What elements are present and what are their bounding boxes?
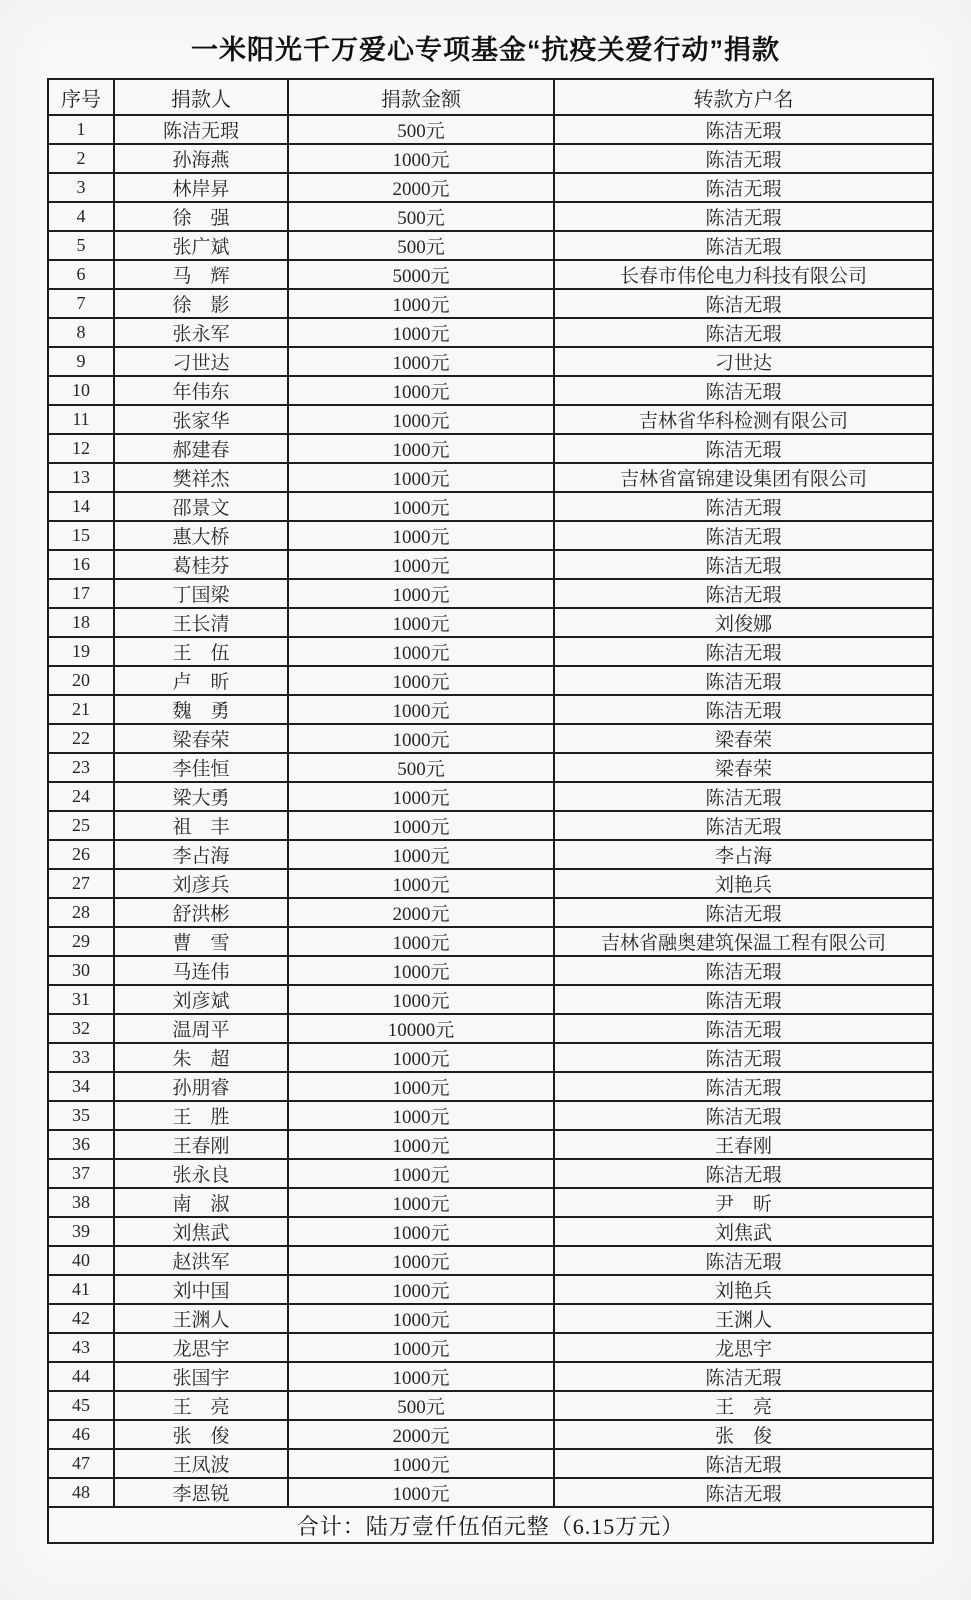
cell-donor: 马连伟 xyxy=(114,956,288,985)
cell-seq: 14 xyxy=(48,492,114,521)
column-header-account: 转款方户名 xyxy=(554,79,933,115)
table-row xyxy=(48,289,933,318)
cell-seq: 21 xyxy=(48,695,114,724)
cell-seq: 43 xyxy=(48,1333,114,1362)
cell-seq: 28 xyxy=(48,898,114,927)
table-row xyxy=(48,1362,933,1391)
cell-account: 陈洁无瑕 xyxy=(554,695,933,724)
cell-amount: 1000元 xyxy=(288,492,554,521)
cell-account: 陈洁无瑕 xyxy=(554,550,933,579)
cell-seq: 32 xyxy=(48,1014,114,1043)
cell-donor: 张广斌 xyxy=(114,231,288,260)
cell-seq: 8 xyxy=(48,318,114,347)
cell-account: 陈洁无瑕 xyxy=(554,637,933,666)
cell-donor: 刘彦斌 xyxy=(114,985,288,1014)
cell-donor: 马 辉 xyxy=(114,260,288,289)
table-row xyxy=(48,869,933,898)
cell-account: 陈洁无瑕 xyxy=(554,115,933,144)
cell-donor: 舒洪彬 xyxy=(114,898,288,927)
cell-donor: 张家华 xyxy=(114,405,288,434)
cell-seq: 41 xyxy=(48,1275,114,1304)
cell-donor: 年伟东 xyxy=(114,376,288,405)
cell-seq: 2 xyxy=(48,144,114,173)
cell-amount: 1000元 xyxy=(288,782,554,811)
table-row xyxy=(48,1275,933,1304)
cell-account: 陈洁无瑕 xyxy=(554,666,933,695)
cell-donor: 曹 雪 xyxy=(114,927,288,956)
cell-amount: 1000元 xyxy=(288,1362,554,1391)
cell-account: 刘俊娜 xyxy=(554,608,933,637)
cell-seq: 3 xyxy=(48,173,114,202)
cell-amount: 1000元 xyxy=(288,405,554,434)
column-header-seq: 序号 xyxy=(48,79,114,115)
table-row xyxy=(48,1130,933,1159)
cell-account: 刘焦武 xyxy=(554,1217,933,1246)
cell-account: 吉林省融奥建筑保温工程有限公司 xyxy=(554,927,933,956)
cell-account: 陈洁无瑕 xyxy=(554,898,933,927)
cell-seq: 13 xyxy=(48,463,114,492)
cell-seq: 31 xyxy=(48,985,114,1014)
cell-account: 梁春荣 xyxy=(554,753,933,782)
cell-amount: 500元 xyxy=(288,202,554,231)
cell-account: 陈洁无瑕 xyxy=(554,1362,933,1391)
cell-donor: 李占海 xyxy=(114,840,288,869)
table-row xyxy=(48,1420,933,1449)
cell-amount: 1000元 xyxy=(288,985,554,1014)
table-row xyxy=(48,231,933,260)
cell-amount: 1000元 xyxy=(288,811,554,840)
cell-seq: 45 xyxy=(48,1391,114,1420)
cell-amount: 1000元 xyxy=(288,318,554,347)
cell-account: 梁春荣 xyxy=(554,724,933,753)
table-row xyxy=(48,898,933,927)
cell-amount: 1000元 xyxy=(288,521,554,550)
table-row xyxy=(48,695,933,724)
cell-donor: 刘彦兵 xyxy=(114,869,288,898)
cell-amount: 1000元 xyxy=(288,289,554,318)
table-row xyxy=(48,1391,933,1420)
cell-amount: 1000元 xyxy=(288,1072,554,1101)
cell-donor: 王 伍 xyxy=(114,637,288,666)
cell-account: 吉林省华科检测有限公司 xyxy=(554,405,933,434)
cell-amount: 1000元 xyxy=(288,347,554,376)
cell-amount: 1000元 xyxy=(288,695,554,724)
cell-donor: 魏 勇 xyxy=(114,695,288,724)
table-row xyxy=(48,927,933,956)
table-row xyxy=(48,1188,933,1217)
cell-amount: 1000元 xyxy=(288,724,554,753)
cell-account: 陈洁无瑕 xyxy=(554,521,933,550)
cell-account: 王渊人 xyxy=(554,1304,933,1333)
cell-donor: 邵景文 xyxy=(114,492,288,521)
cell-amount: 1000元 xyxy=(288,927,554,956)
column-header-donor: 捐款人 xyxy=(114,79,288,115)
cell-donor: 刘焦武 xyxy=(114,1217,288,1246)
cell-donor: 王春刚 xyxy=(114,1130,288,1159)
cell-seq: 24 xyxy=(48,782,114,811)
cell-seq: 37 xyxy=(48,1159,114,1188)
cell-amount: 1000元 xyxy=(288,1304,554,1333)
cell-seq: 25 xyxy=(48,811,114,840)
cell-amount: 10000元 xyxy=(288,1014,554,1043)
cell-account: 陈洁无瑕 xyxy=(554,579,933,608)
cell-seq: 44 xyxy=(48,1362,114,1391)
cell-account: 陈洁无瑕 xyxy=(554,782,933,811)
cell-seq: 30 xyxy=(48,956,114,985)
cell-seq: 5 xyxy=(48,231,114,260)
table-row xyxy=(48,405,933,434)
cell-amount: 500元 xyxy=(288,753,554,782)
table-row xyxy=(48,782,933,811)
cell-account: 陈洁无瑕 xyxy=(554,173,933,202)
cell-account: 陈洁无瑕 xyxy=(554,492,933,521)
table-row xyxy=(48,724,933,753)
cell-amount: 1000元 xyxy=(288,144,554,173)
cell-account: 陈洁无瑕 xyxy=(554,1159,933,1188)
cell-amount: 2000元 xyxy=(288,173,554,202)
cell-amount: 1000元 xyxy=(288,376,554,405)
cell-seq: 46 xyxy=(48,1420,114,1449)
cell-account: 陈洁无瑕 xyxy=(554,144,933,173)
table-row xyxy=(48,579,933,608)
cell-seq: 47 xyxy=(48,1449,114,1478)
cell-donor: 梁大勇 xyxy=(114,782,288,811)
cell-amount: 1000元 xyxy=(288,1478,554,1507)
cell-donor: 刁世达 xyxy=(114,347,288,376)
cell-amount: 500元 xyxy=(288,231,554,260)
cell-donor: 朱 超 xyxy=(114,1043,288,1072)
cell-account: 陈洁无瑕 xyxy=(554,1072,933,1101)
cell-amount: 1000元 xyxy=(288,579,554,608)
cell-donor: 王凤波 xyxy=(114,1449,288,1478)
cell-donor: 龙思宇 xyxy=(114,1333,288,1362)
cell-donor: 张国宇 xyxy=(114,1362,288,1391)
cell-donor: 南 淑 xyxy=(114,1188,288,1217)
cell-donor: 葛桂芬 xyxy=(114,550,288,579)
cell-account: 陈洁无瑕 xyxy=(554,231,933,260)
cell-donor: 李恩锐 xyxy=(114,1478,288,1507)
cell-donor: 林岸昇 xyxy=(114,173,288,202)
cell-account: 陈洁无瑕 xyxy=(554,811,933,840)
table-row xyxy=(48,1217,933,1246)
cell-donor: 徐 强 xyxy=(114,202,288,231)
table-row xyxy=(48,985,933,1014)
table-row xyxy=(48,811,933,840)
cell-amount: 500元 xyxy=(288,1391,554,1420)
cell-account: 陈洁无瑕 xyxy=(554,1043,933,1072)
cell-amount: 5000元 xyxy=(288,260,554,289)
cell-amount: 1000元 xyxy=(288,1449,554,1478)
cell-seq: 20 xyxy=(48,666,114,695)
cell-account: 陈洁无瑕 xyxy=(554,985,933,1014)
cell-amount: 1000元 xyxy=(288,1101,554,1130)
donation-table xyxy=(47,78,934,1544)
cell-donor: 王渊人 xyxy=(114,1304,288,1333)
cell-amount: 1000元 xyxy=(288,1246,554,1275)
cell-seq: 48 xyxy=(48,1478,114,1507)
cell-seq: 1 xyxy=(48,115,114,144)
cell-amount: 500元 xyxy=(288,115,554,144)
cell-account: 陈洁无瑕 xyxy=(554,318,933,347)
cell-donor: 祖 丰 xyxy=(114,811,288,840)
cell-amount: 1000元 xyxy=(288,608,554,637)
cell-account: 刁世达 xyxy=(554,347,933,376)
cell-account: 陈洁无瑕 xyxy=(554,1478,933,1507)
cell-account: 王春刚 xyxy=(554,1130,933,1159)
cell-account: 陈洁无瑕 xyxy=(554,289,933,318)
cell-seq: 26 xyxy=(48,840,114,869)
table-row xyxy=(48,608,933,637)
cell-donor: 郝建春 xyxy=(114,434,288,463)
cell-account: 陈洁无瑕 xyxy=(554,956,933,985)
table-row xyxy=(48,521,933,550)
cell-donor: 王 胜 xyxy=(114,1101,288,1130)
cell-amount: 1000元 xyxy=(288,956,554,985)
table-row xyxy=(48,753,933,782)
cell-donor: 梁春荣 xyxy=(114,724,288,753)
cell-seq: 34 xyxy=(48,1072,114,1101)
cell-amount: 1000元 xyxy=(288,1130,554,1159)
cell-seq: 38 xyxy=(48,1188,114,1217)
cell-account: 长春市伟伦电力科技有限公司 xyxy=(554,260,933,289)
cell-amount: 1000元 xyxy=(288,840,554,869)
cell-account: 刘艳兵 xyxy=(554,869,933,898)
cell-seq: 23 xyxy=(48,753,114,782)
cell-amount: 1000元 xyxy=(288,637,554,666)
cell-seq: 33 xyxy=(48,1043,114,1072)
cell-seq: 27 xyxy=(48,869,114,898)
cell-donor: 惠大桥 xyxy=(114,521,288,550)
cell-donor: 孙海燕 xyxy=(114,144,288,173)
cell-seq: 6 xyxy=(48,260,114,289)
cell-account: 刘艳兵 xyxy=(554,1275,933,1304)
cell-account: 陈洁无瑕 xyxy=(554,434,933,463)
table-row xyxy=(48,637,933,666)
cell-amount: 1000元 xyxy=(288,434,554,463)
cell-amount: 2000元 xyxy=(288,1420,554,1449)
cell-account: 吉林省富锦建设集团有限公司 xyxy=(554,463,933,492)
cell-seq: 10 xyxy=(48,376,114,405)
table-row xyxy=(48,492,933,521)
table-body xyxy=(48,115,933,1507)
cell-seq: 40 xyxy=(48,1246,114,1275)
table-row xyxy=(48,1101,933,1130)
table-row xyxy=(48,550,933,579)
table-row xyxy=(48,666,933,695)
table-row xyxy=(48,1333,933,1362)
table-row xyxy=(48,956,933,985)
cell-donor: 张永良 xyxy=(114,1159,288,1188)
column-header-amount: 捐款金额 xyxy=(288,79,554,115)
cell-donor: 徐 影 xyxy=(114,289,288,318)
cell-donor: 温周平 xyxy=(114,1014,288,1043)
cell-amount: 1000元 xyxy=(288,463,554,492)
cell-seq: 39 xyxy=(48,1217,114,1246)
cell-donor: 王长清 xyxy=(114,608,288,637)
cell-account: 王 亮 xyxy=(554,1391,933,1420)
table-row xyxy=(48,1478,933,1507)
table-row xyxy=(48,1014,933,1043)
cell-donor: 王 亮 xyxy=(114,1391,288,1420)
cell-donor: 刘中国 xyxy=(114,1275,288,1304)
cell-seq: 7 xyxy=(48,289,114,318)
cell-amount: 2000元 xyxy=(288,898,554,927)
cell-amount: 1000元 xyxy=(288,666,554,695)
cell-account: 陈洁无瑕 xyxy=(554,1101,933,1130)
cell-seq: 19 xyxy=(48,637,114,666)
cell-account: 李占海 xyxy=(554,840,933,869)
table-row xyxy=(48,115,933,144)
cell-account: 陈洁无瑕 xyxy=(554,1246,933,1275)
cell-amount: 1000元 xyxy=(288,550,554,579)
cell-seq: 15 xyxy=(48,521,114,550)
cell-seq: 18 xyxy=(48,608,114,637)
table-row xyxy=(48,173,933,202)
page-title: 一米阳光千万爱心专项基金“抗疫关爱行动”捐款 xyxy=(191,35,780,65)
table-row xyxy=(48,376,933,405)
cell-amount: 1000元 xyxy=(288,1275,554,1304)
cell-amount: 1000元 xyxy=(288,1217,554,1246)
table-row xyxy=(48,1246,933,1275)
cell-account: 张 俊 xyxy=(554,1420,933,1449)
table-row xyxy=(48,1043,933,1072)
cell-amount: 1000元 xyxy=(288,1043,554,1072)
cell-seq: 22 xyxy=(48,724,114,753)
cell-amount: 1000元 xyxy=(288,1333,554,1362)
cell-seq: 12 xyxy=(48,434,114,463)
table-row xyxy=(48,144,933,173)
table-row xyxy=(48,840,933,869)
cell-seq: 29 xyxy=(48,927,114,956)
cell-seq: 17 xyxy=(48,579,114,608)
cell-seq: 36 xyxy=(48,1130,114,1159)
cell-donor: 赵洪军 xyxy=(114,1246,288,1275)
cell-donor: 张永军 xyxy=(114,318,288,347)
cell-amount: 1000元 xyxy=(288,869,554,898)
cell-donor: 樊祥杰 xyxy=(114,463,288,492)
cell-donor: 李佳恒 xyxy=(114,753,288,782)
cell-account: 陈洁无瑕 xyxy=(554,202,933,231)
cell-account: 尹 昕 xyxy=(554,1188,933,1217)
cell-donor: 陈洁无瑕 xyxy=(114,115,288,144)
cell-donor: 孙朋睿 xyxy=(114,1072,288,1101)
table-row xyxy=(48,1159,933,1188)
cell-amount: 1000元 xyxy=(288,1188,554,1217)
header-row xyxy=(48,79,933,115)
table-row xyxy=(48,1304,933,1333)
cell-seq: 11 xyxy=(48,405,114,434)
cell-account: 陈洁无瑕 xyxy=(554,376,933,405)
total-amount-text: 合计：陆万壹仟伍佰元整（6.15万元） xyxy=(48,1507,933,1543)
table-row xyxy=(48,260,933,289)
cell-account: 陈洁无瑕 xyxy=(554,1014,933,1043)
table-row xyxy=(48,202,933,231)
table-row xyxy=(48,463,933,492)
table-row xyxy=(48,1072,933,1101)
cell-account: 陈洁无瑕 xyxy=(554,1449,933,1478)
table-row xyxy=(48,347,933,376)
cell-donor: 张 俊 xyxy=(114,1420,288,1449)
table-row xyxy=(48,318,933,347)
total-row xyxy=(48,1507,933,1543)
cell-donor: 卢 昕 xyxy=(114,666,288,695)
table-row xyxy=(48,1449,933,1478)
cell-seq: 4 xyxy=(48,202,114,231)
cell-seq: 35 xyxy=(48,1101,114,1130)
cell-donor: 丁国梁 xyxy=(114,579,288,608)
cell-seq: 9 xyxy=(48,347,114,376)
cell-seq: 42 xyxy=(48,1304,114,1333)
cell-amount: 1000元 xyxy=(288,1159,554,1188)
cell-account: 龙思宇 xyxy=(554,1333,933,1362)
table-row xyxy=(48,434,933,463)
cell-seq: 16 xyxy=(48,550,114,579)
